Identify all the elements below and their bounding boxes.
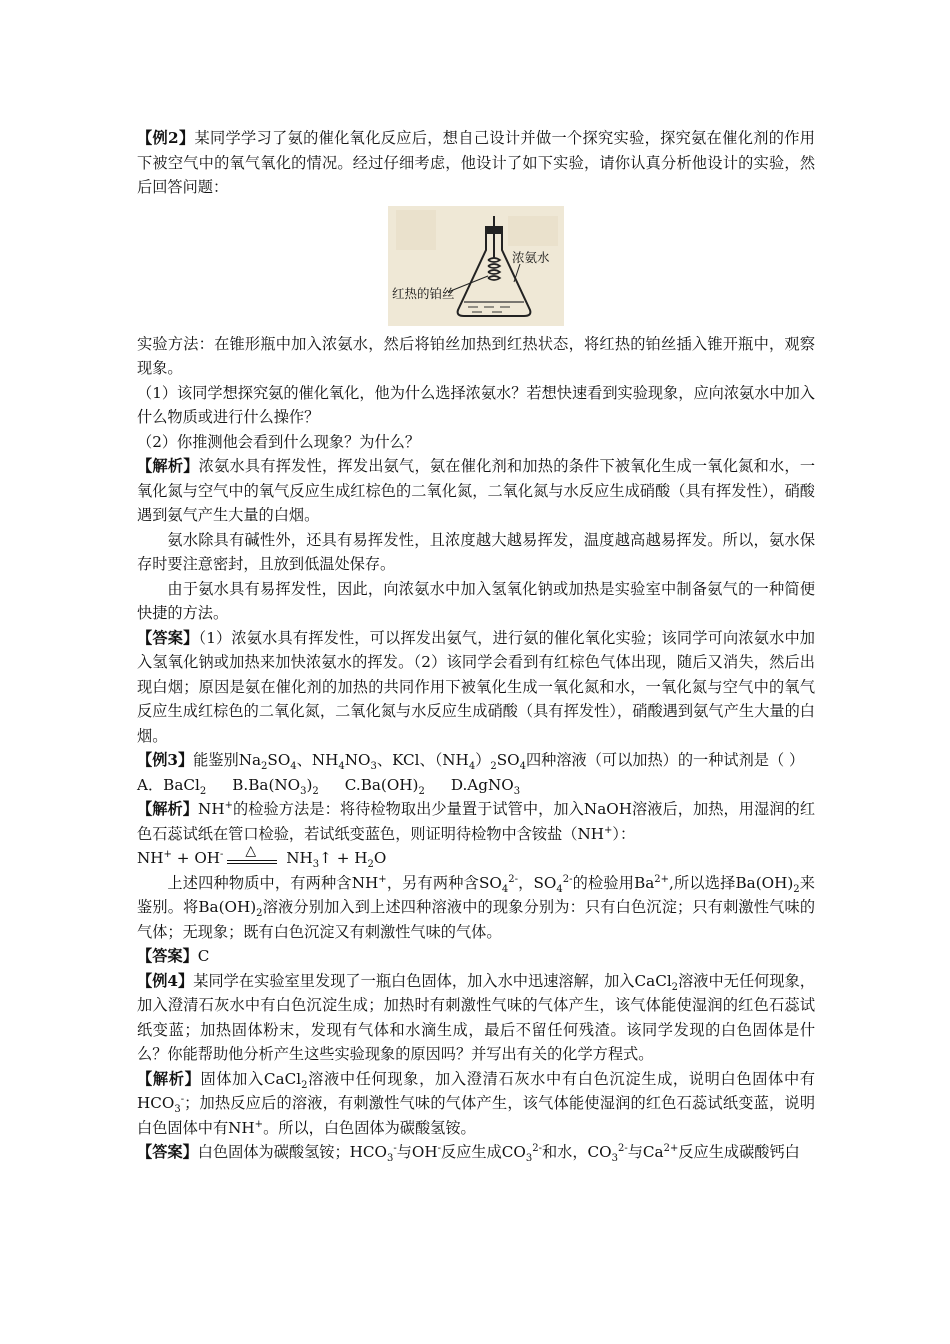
ex3-equation: NH+ + OH- △ $NH_3↑ + H_2O$ bbox=[137, 843, 387, 871]
ex2-analysis-3: 由于氨水具有易挥发性，因此，向浓氨水中加入氢氧化钠或加热是实验室中制备氨气的一种简便快捷的方法。 bbox=[137, 579, 815, 622]
ex2-tag: 【例2】 bbox=[137, 129, 195, 147]
ex4-question: 【例4】某同学在实验室里发现了一瓶白色固体，加入水中迅速溶解，加入CaCl$_2$溶液中无任何现象，加入澄清石灰水中有白色沉淀生成；加热时有刺激性气味的气体产生，该气体能使湿润的红色石蕊试纸变蓝；加热固体粉末，发现有气体和水滴生成，最后不留任何残渣。该同学发现的白色固体是什么？你能帮助他分析产生这些实验现象的原因吗？并写出有关的化学方程式。 bbox=[137, 971, 815, 1063]
label-ammonia: 浓氨水 bbox=[512, 249, 550, 265]
ex2-method: 实验方法：在锥形瓶中加入浓氨水，然后将铂丝加热到红热状态，将红热的铂丝插入锥开瓶中，观察现象。 bbox=[137, 334, 815, 377]
ex3-question: 【例3】能鉴别$Na_2SO_4$、$NH_4NO_3$、KCl、$(NH_4)_2SO_4$四种溶液（可以加热）的一种试剂是（ ） bbox=[137, 751, 805, 773]
conical-flask-diagram bbox=[388, 206, 564, 326]
ex2-analysis-2: 氨水除具有碱性外，还具有易挥发性，且浓度越大越易挥发，温度越高越易挥发。所以，氨水保存时要注意密封，且放到低温处保存。 bbox=[137, 530, 815, 573]
ex2-question-2: （2）你推测他会看到什么现象？为什么？ bbox=[137, 432, 421, 451]
ex2-analysis: 【解析】浓氨水具有挥发性，挥发出氨气，氨在催化剂和加热的条件下被氧化生成一氧化氮和水，一氧化氮与空气中的氧气反应生成红棕色的二氧化氮，二氧化氮与水反应生成硝酸（具有挥发性），硝酸遇到氨气产生大量的白烟。 bbox=[137, 457, 816, 524]
ex2-question-1: （1）该同学想探究氨的催化氧化，他为什么选择浓氨水？若想快速看到实验现象，应向浓氨水中加入什么物质或进行什么操作？ bbox=[137, 383, 815, 426]
ex2-answer: 【答案】（1）浓氨水具有挥发性，可以挥发出氨气，进行氨的催化氧化实验；该同学可向浓氨水中加入氢氧化钠或加热来加快浓氨水的挥发。（2）该同学会看到有红棕色气体出现，随后又消失，然后出现白烟；原因是氨在催化剂的加热的共同作用下被氧化生成一氧化氮和水，一氧化氮与空气中的氧气反应生成红棕色的二氧化氮，二氧化氮与水反应生成硝酸（具有挥发性），硝酸遇到氨气产生大量的白烟。 bbox=[137, 628, 815, 745]
option-d: D.AgNO bbox=[450, 775, 514, 794]
label-platinum-wire: 红热的铂丝 bbox=[392, 285, 455, 301]
flask-figure bbox=[137, 206, 815, 326]
ex2-intro: 【例2】某同学学习了氨的催化氧化反应后，想自己设计并做一个探究实验，探究氨在催化剂的作用下被空气中的氧气氧化的情况。经过仔细考虑，他设计了如下实验，请你认真分析他设计的实验，然后回答问题： bbox=[137, 129, 815, 196]
ex4-analysis: 【解析】固体加入CaCl$_2$溶液中任何现象，加入澄清石灰水中有白色沉淀生成，说明白色固体中有$HCO_3^-$；加热反应后的溶液，有刺激性气味的气体产生，该气体能使湿润的红色石蕊试纸变蓝，说明白色固体中有NH+。所以，白色固体为碳酸氢铵。 bbox=[137, 1069, 816, 1137]
document-content bbox=[137, 126, 815, 1165]
ex3-analysis: 【解析】NH+的检验方法是：将待检物取出少量置于试管中，加入NaOH溶液后，加热，用湿润的红色石蕊试纸在管口检验，若试纸变蓝色，则证明待检物中含铵盐（NH+）： bbox=[137, 799, 816, 843]
ex3-options: A．BaCl$_2$ $B.Ba(NO_3)_2$ $C.Ba(OH)_2$ D.AgNO$_3$ bbox=[137, 775, 521, 797]
option-c: C.Ba(OH) bbox=[344, 775, 419, 794]
ex3-analysis-2: 上述四种物质中，有两种含NH+，另有两种含$SO_4^{2-}$，$SO_4^{2-}$的检验用$Ba^{2+}$,所以选择$Ba(OH)_2$来鉴别。将$Ba(OH)_2$溶液分别加入到上述四种溶液中的现象分别为：只有白色沉淀；只有刺激性气味的气体；无现象；既有白色沉淀又有刺激性气味的气体。 bbox=[137, 873, 816, 941]
option-a: A．BaCl bbox=[137, 775, 200, 794]
heat-reaction-arrow: △ bbox=[223, 849, 281, 869]
ex3-answer: 【答案】C bbox=[137, 947, 210, 965]
ex4-answer: 【答案】白色固体为碳酸氢铵；$HCO_3^-$与OH-反应生成$CO_3^{2-}$和水，$CO_3^{2-}$与$Ca^{2+}$反应生成碳酸钙白 bbox=[137, 1142, 800, 1165]
option-b: B.Ba(NO bbox=[232, 775, 301, 794]
